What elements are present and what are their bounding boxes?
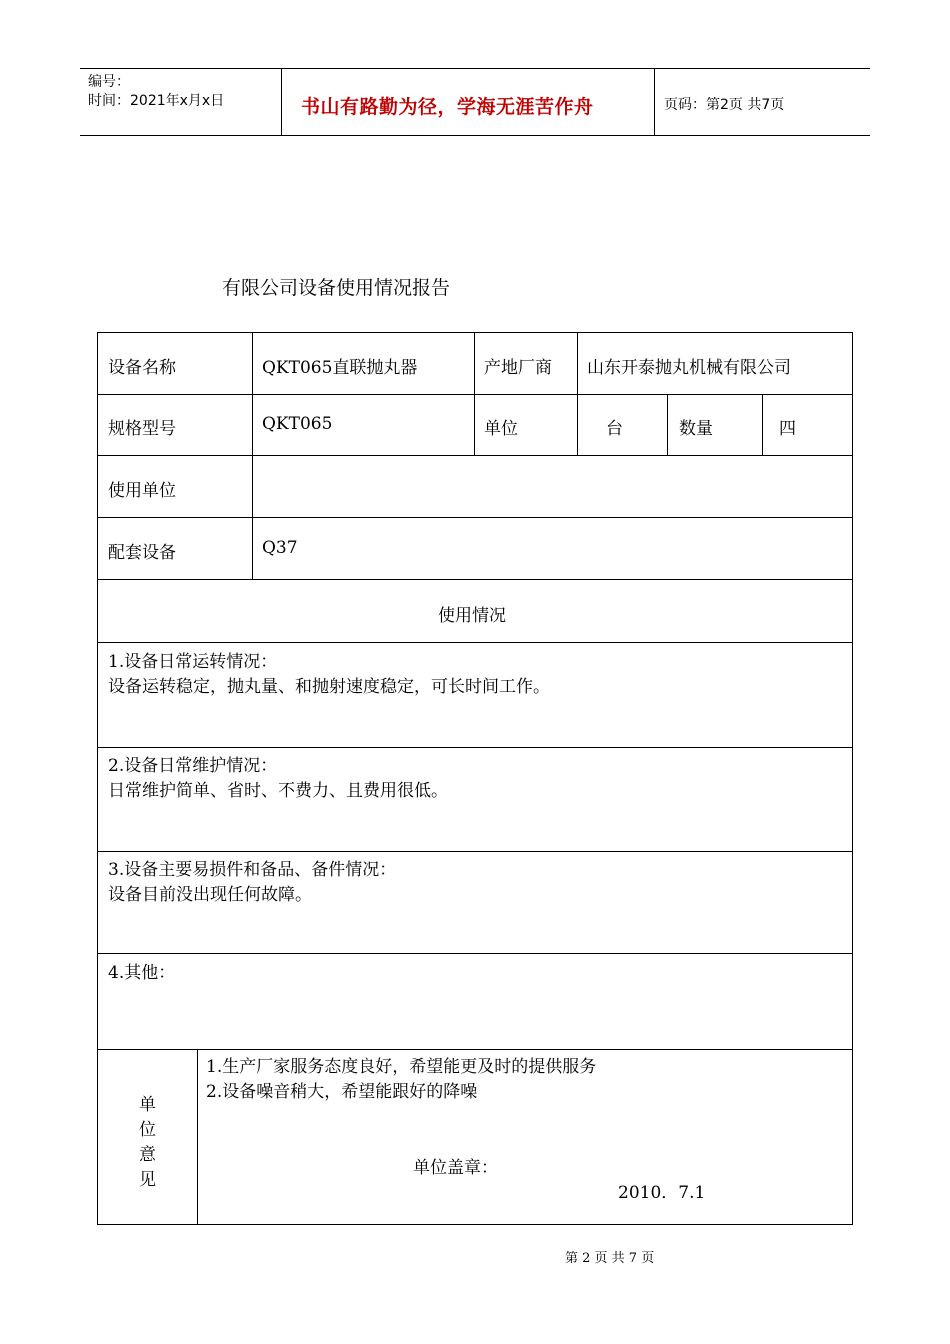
user-unit-label: 使用单位 (108, 481, 176, 501)
device-name-label: 设备名称 (108, 358, 176, 378)
opinion-label-char: 见 (139, 1170, 156, 1190)
model-label: 规格型号 (108, 419, 176, 439)
section-3-body: 设备目前没出现任何故障。 (108, 885, 312, 905)
table-border-right (852, 332, 853, 1225)
section-3-title: 3.设备主要易损件和备品、备件情况： (108, 860, 397, 880)
row-line (97, 1049, 853, 1050)
opinion-line-2: 2.设备噪音稍大，希望能跟好的降噪 (206, 1082, 478, 1102)
qty-label: 数量 (679, 419, 713, 439)
supporting-equipment-label: 配套设备 (108, 543, 176, 563)
section-2-title: 2.设备日常维护情况： (108, 756, 278, 776)
row-line (97, 747, 853, 748)
opinion-line-1: 1.生产厂家服务态度良好，希望能更及时的提供服务 (206, 1057, 597, 1077)
col-line (667, 394, 668, 455)
header-number-label: 编号： (88, 74, 130, 90)
maker-value: 山东开泰抛丸机械有限公司 (587, 358, 791, 378)
table-border-left (97, 332, 98, 1225)
header-divider-right (654, 68, 655, 136)
table-border-top (97, 332, 853, 333)
header-page-label: 页码：第2页 共7页 (664, 97, 785, 113)
opinion-label-char: 意 (139, 1145, 156, 1165)
row-line (97, 953, 853, 954)
report-title: 有限公司设备使用情况报告 (222, 277, 451, 299)
row-line (97, 579, 853, 580)
header-time-label: 时间：2021年x月x日 (88, 93, 225, 109)
device-name-value: QKT065直联抛丸器 (262, 358, 418, 378)
col-line (762, 394, 763, 455)
section-1-body: 设备运转稳定，抛丸量、和抛射速度稳定，可长时间工作。 (108, 677, 550, 697)
col-line (577, 332, 578, 455)
row-line (97, 642, 853, 643)
usage-heading: 使用情况 (438, 606, 506, 626)
col-line (252, 332, 253, 579)
row-line (97, 394, 853, 395)
seal-label: 单位盖章： (413, 1158, 498, 1178)
header-divider-left (281, 68, 282, 136)
unit-label: 单位 (484, 419, 518, 439)
model-value: QKT065 (262, 414, 333, 434)
row-line (97, 455, 853, 456)
page-footer: 第 2 页 共 7 页 (565, 1251, 655, 1266)
header-bottom-rule (80, 135, 870, 136)
row-line (97, 517, 853, 518)
supporting-equipment-value: Q37 (262, 538, 298, 558)
maker-label: 产地厂商 (484, 358, 552, 378)
header-motto: 书山有路勤为径，学海无涯苦作舟 (301, 96, 594, 118)
section-4-title: 4.其他： (108, 963, 176, 983)
table-border-bottom (97, 1224, 853, 1225)
opinion-date: 2010．7.1 (618, 1183, 706, 1203)
section-1-title: 1.设备日常运转情况： (108, 652, 278, 672)
col-line (474, 332, 475, 455)
unit-value: 台 (606, 419, 623, 439)
opinion-label-char: 单 (139, 1095, 156, 1115)
qty-value: 四 (779, 419, 796, 439)
opinion-label-char: 位 (139, 1120, 156, 1140)
section-2-body: 日常维护简单、省时、不费力、且费用很低。 (108, 781, 448, 801)
row-line (97, 851, 853, 852)
header-top-rule (80, 68, 870, 69)
col-line (197, 1049, 198, 1225)
